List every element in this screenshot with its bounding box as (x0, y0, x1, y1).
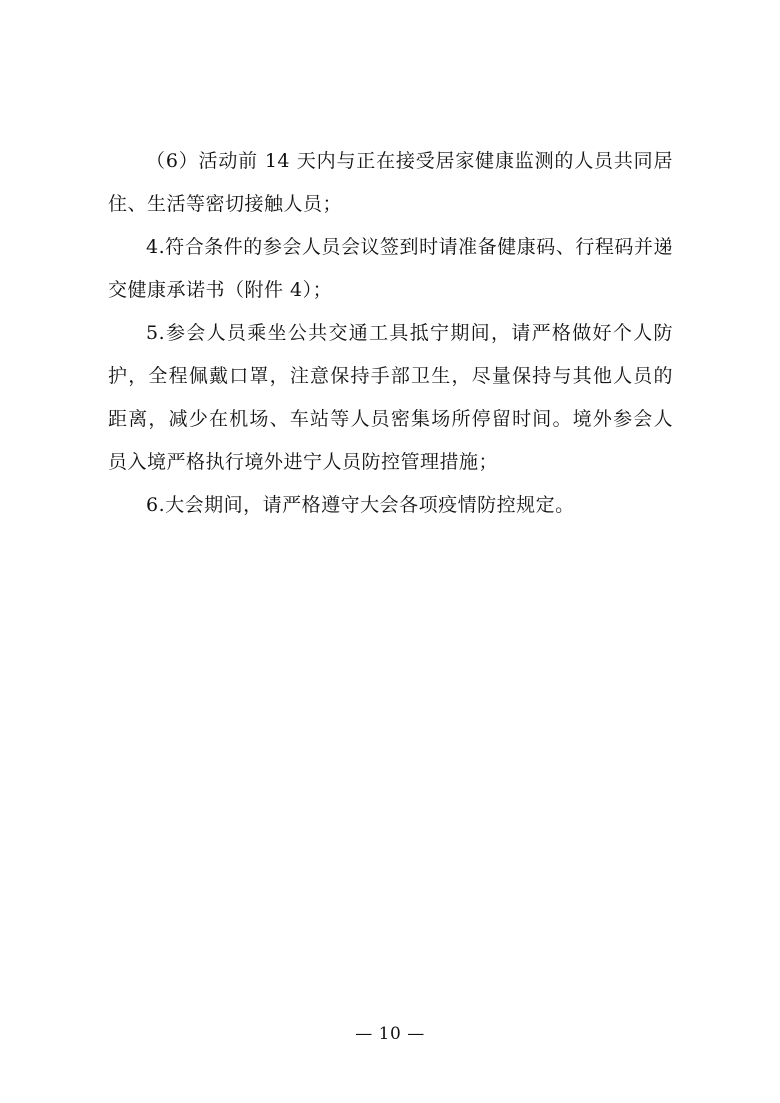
paragraph-item-4: 4.符合条件的参会人员会议签到时请准备健康码、行程码并递交健康承诺书（附件 4）； (108, 236, 673, 301)
document-body (108, 140, 673, 527)
paragraph-item-6: （6）活动前 14 天内与正在接受居家健康监测的人员共同居住、生活等密切接触人员； (108, 150, 673, 215)
paragraph-item-6-meeting: 6.大会期间，请严格遵守大会各项疫情防控规定。 (146, 494, 575, 516)
paragraph-item-5: 5.参会人员乘坐公共交通工具抵宁期间，请严格做好个人防护，全程佩戴口罩，注意保持手部卫生，尽量保持与其他人员的距离，减少在机场、车站等人员密集场所停留时间。境外参会人员入境严格执行境外进宁人员防控管理措施； (108, 322, 673, 473)
page-number: — 10 — (355, 1024, 425, 1044)
